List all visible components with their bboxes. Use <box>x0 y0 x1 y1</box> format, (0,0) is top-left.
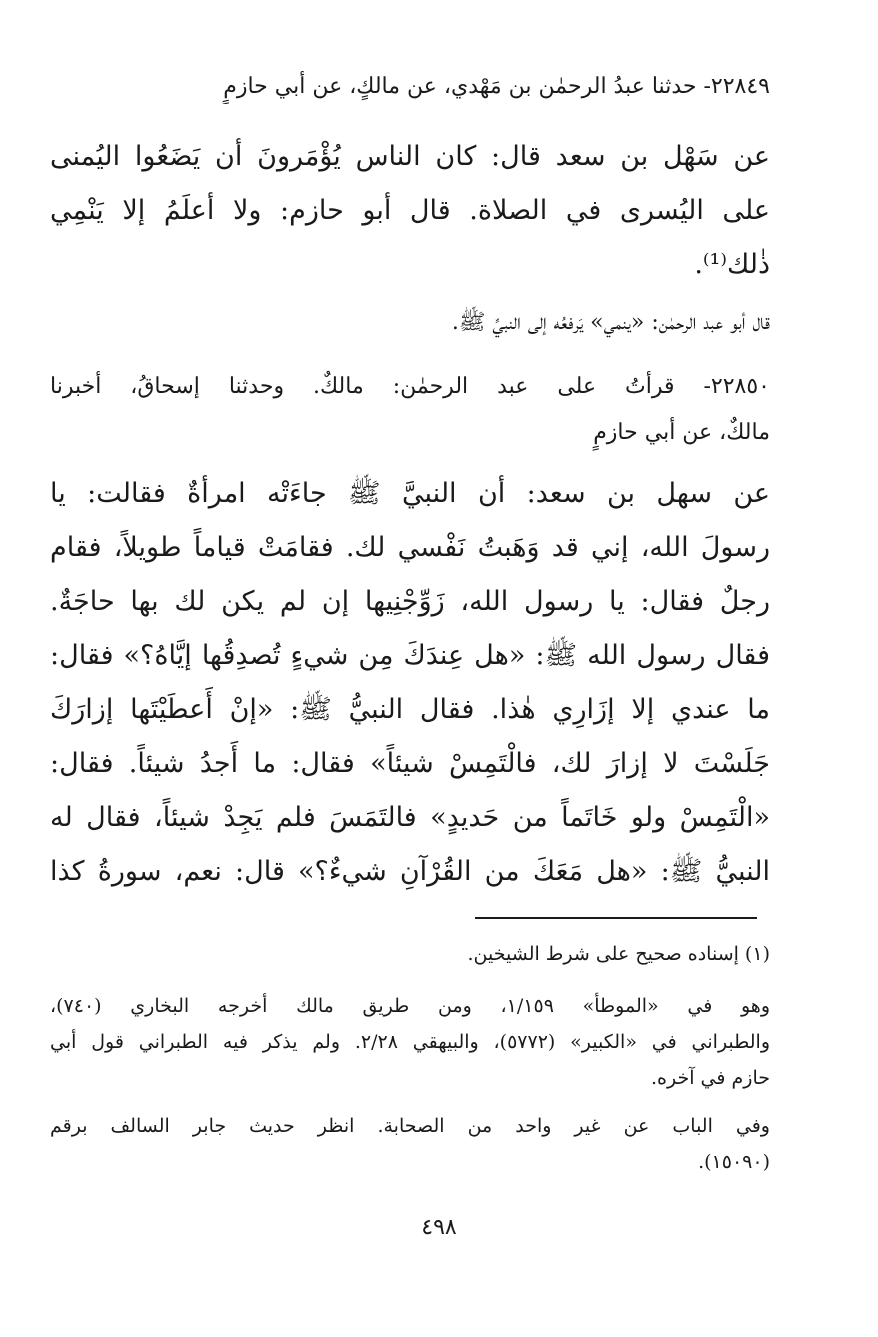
hadith-22849-matn <box>50 130 770 292</box>
text-line: مالكٌ، عن أبي حازمٍ <box>593 420 770 445</box>
author-note <box>50 306 770 340</box>
text-line: النبيُّ ﷺ: «هل مَعَكَ من القُرْآنِ شيءٌ؟» قال: نعم، سورةُ كذا <box>50 856 770 887</box>
text-line: ٢٢٨٥٠- قرأتُ على عبد الرحمٰن: مالكٌ. وحدثنا إسحاقُ، أخبرنا <box>50 374 770 399</box>
text-line: ٢٢٨٤٩- حدثنا عبدُ الرحمٰن بن مَهْدي، عن مالكٍ، عن أبي حازمٍ <box>223 74 770 99</box>
text-line: والطبراني في «الكبير» (٥٧٧٢)، والبيهقي ٢/٢٨. ولم يذكر فيه الطبراني قول أبي <box>50 1031 770 1053</box>
text-line: (١٥٠٩٠). <box>698 1151 770 1173</box>
footnote-separator <box>475 917 757 919</box>
text-line: جَلَسْتَ لا إزارَ لك، فالْتَمِسْ شيئاً» فقال: ما أَجدُ شيئاً. فقال: <box>50 748 770 779</box>
text-line: قال أبو عبد الرحمٰن: «ينمي» يَرفعُه إلى النبيِّ ﷺ. <box>451 310 770 335</box>
footnote-1-sources <box>50 988 770 1096</box>
hadith-22850-chain <box>50 364 770 456</box>
text-line: فقال رسول الله ﷺ: «هل عِندَكَ مِن شيءٍ تُصدِقُها إيَّاهُ؟» فقال: <box>50 640 770 671</box>
footnote-1-see-also <box>50 1108 770 1180</box>
page-number: ٤٩٨ <box>421 1215 457 1240</box>
text-line: عن سَهْل بن سعد قال: كان الناس يُؤْمَرونَ أن يَضَعُوا اليُمنى <box>50 141 770 172</box>
text-line: ما عندي إلا إزَارِي هٰذا. فقال النبيُّ ﷺ: «إنْ أَعطَيْتَها إزارَكَ <box>50 694 770 725</box>
text-line: «الْتَمِسْ ولو خَاتَماً من حَديدٍ» فالتَمَسَ فلم يَجِدْ شيئاً، فقال له <box>50 802 770 833</box>
text-line: وفي الباب عن غير واحد من الصحابة. انظر حديث جابر السالف برقم <box>50 1115 770 1137</box>
text-line: رجلٌ فقال: يا رسول الله، زَوِّجْنِيها إن لم يكن لك بها حاجَةٌ. <box>50 586 770 617</box>
text-line: عن سهل بن سعد: أن النبيَّ ﷺ جاءَتْه امرأةٌ فقالت: يا <box>50 478 770 509</box>
text-line: رسولَ الله، إني قد وَهَبتُ نَفْسي لك. فقامَتْ قياماً طويلاً، فقام <box>50 532 770 563</box>
text-line: حازم في آخره. <box>651 1067 770 1089</box>
text-line: ذٰلك⁽¹⁾. <box>694 249 770 280</box>
text-line: على اليُسرى في الصلاة. قال أبو حازم: ولا أعلَمُ إلا يَنْمِي <box>50 195 770 226</box>
footnote-1 <box>50 936 770 972</box>
text-line: (١) إسناده صحيح على شرط الشيخين. <box>467 943 770 965</box>
text-line: وهو في «الموطأ» ١/١٥٩، ومن طريق مالك أخرجه البخاري (٧٤٠)، <box>50 995 770 1017</box>
hadith-22850-matn <box>50 467 770 899</box>
hadith-22849-chain <box>50 70 770 104</box>
